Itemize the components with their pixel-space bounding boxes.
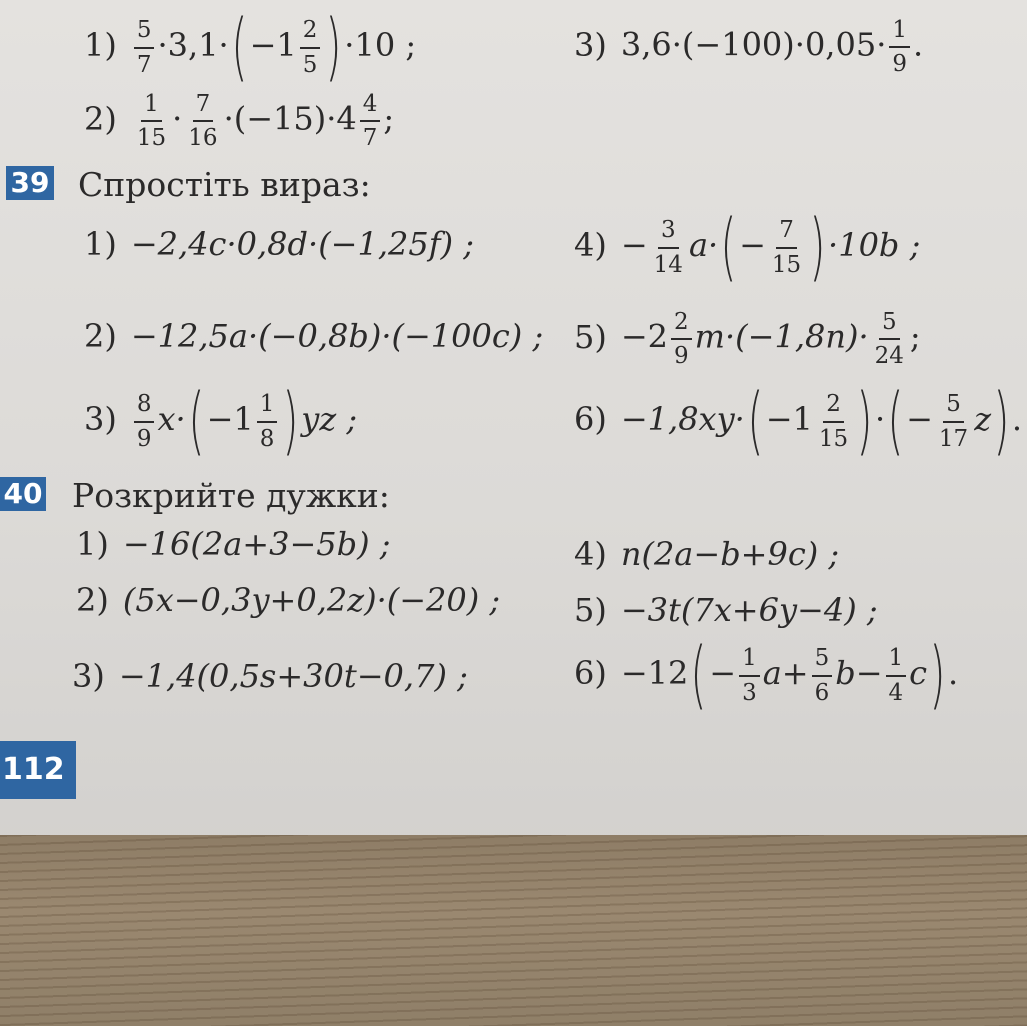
expr-text: −2 (620, 317, 669, 356)
denominator: 15 (771, 251, 802, 278)
expr-text: −1 (249, 26, 297, 65)
fraction (816, 392, 851, 450)
ex39-item-3 (84, 378, 358, 464)
denominator: 8 (259, 425, 275, 452)
page-number: 112 (0, 741, 76, 799)
expr-text: −1,4(0,5s+30t−0,7) ; (118, 657, 468, 695)
ex39-item-6 (574, 378, 1023, 464)
denominator: 4 (888, 679, 904, 706)
item-number: 3) (72, 657, 105, 695)
ex39-item-4 (574, 204, 921, 290)
ex39-item-2 (84, 317, 544, 355)
expr-text: b− (835, 654, 883, 693)
expr-text: ; (383, 99, 395, 138)
numerator: 2 (671, 310, 692, 340)
expr-text: 3,6·(−100)·0,05· (620, 25, 887, 64)
numerator: 2 (823, 392, 844, 422)
denominator: 9 (892, 51, 907, 78)
numerator: 4 (360, 92, 381, 122)
item-number: 1) (76, 525, 109, 563)
expr-text: ·3,1· (157, 26, 229, 65)
numerator: 3 (658, 218, 679, 248)
numerator: 1 (257, 392, 278, 422)
prev-item-3 (574, 18, 923, 76)
expr-text: n(2a−b+9c) ; (620, 535, 840, 573)
ex40-item-1 (76, 525, 391, 563)
right-paren: ) (325, 4, 342, 90)
ex40-item-3 (72, 657, 468, 695)
fraction (360, 92, 381, 150)
fraction (769, 218, 804, 276)
fraction (257, 392, 278, 450)
right-paren: ) (993, 378, 1010, 464)
left-paren: ( (690, 632, 707, 718)
expr-text: −3t(7x+6y−4) ; (620, 591, 878, 629)
fraction (185, 92, 220, 150)
expr-text: . (913, 25, 924, 64)
item-number: 1) (84, 225, 117, 263)
denominator: 7 (136, 51, 152, 78)
expr-text: z (974, 400, 992, 439)
denominator: 9 (674, 343, 689, 370)
denominator: 3 (742, 679, 757, 706)
numerator: 5 (134, 18, 155, 48)
numerator: 5 (812, 646, 833, 676)
item-number: 6) (574, 400, 607, 439)
expr-text: a· (688, 226, 719, 265)
item-number: 2) (76, 581, 109, 619)
fraction (886, 646, 907, 704)
prev-item-1 (84, 4, 417, 90)
expr-text: −1,8xy· (620, 400, 745, 439)
denominator: 15 (818, 425, 849, 452)
expr-text: −12 (620, 654, 689, 693)
expr-text: c (909, 654, 928, 693)
denominator: 14 (653, 251, 683, 278)
right-paren: ) (809, 204, 826, 290)
expr-text: − (739, 226, 766, 265)
numerator: 2 (300, 18, 321, 48)
numerator: 5 (943, 392, 964, 422)
fraction (134, 392, 155, 450)
ex39-item-1 (84, 225, 475, 263)
item-number: 1) (84, 26, 117, 65)
exercise-number-badge: 39 (6, 166, 54, 200)
item-number: 2) (84, 317, 117, 355)
ex40-item-2 (76, 581, 501, 619)
expr-text: −1 (765, 400, 813, 439)
item-number: 4) (574, 535, 607, 573)
expr-text: a+ (762, 654, 809, 693)
item-number: 5) (574, 317, 607, 356)
right-paren: ) (929, 632, 946, 718)
denominator: 6 (814, 679, 830, 706)
fraction (936, 392, 971, 450)
left-paren: ( (720, 204, 737, 290)
numerator: 8 (134, 392, 155, 422)
expr-text: (5x−0,3y+0,2z)·(−20) ; (122, 581, 501, 619)
numerator: 1 (889, 18, 910, 48)
ex39-item-5 (574, 310, 921, 368)
numerator: 7 (193, 92, 214, 122)
expr-text: ·(−15)·4 (223, 99, 357, 138)
denominator: 9 (136, 425, 152, 452)
prev-item-2 (84, 92, 394, 150)
item-number: 6) (574, 654, 607, 693)
left-paren: ( (887, 378, 904, 464)
fraction (889, 18, 910, 76)
denominator: 7 (362, 125, 378, 152)
item-number: 2) (84, 99, 117, 138)
expr-text: · (172, 99, 183, 138)
left-paren: ( (188, 378, 205, 464)
fraction (671, 310, 692, 368)
expr-text: −16(2a+3−5b) ; (122, 525, 391, 563)
left-paren: ( (231, 4, 248, 90)
expr-text: yz ; (301, 400, 358, 439)
expr-text: − (709, 654, 737, 693)
expr-text: −1 (206, 400, 254, 439)
ex40-item-4 (574, 535, 840, 573)
exercise-number-badge: 40 (0, 477, 46, 511)
denominator: 24 (874, 343, 904, 370)
left-paren: ( (747, 378, 764, 464)
item-number: 3) (84, 400, 117, 439)
numerator: 1 (141, 92, 162, 122)
fraction (651, 218, 686, 276)
expr-text: ; (909, 317, 921, 356)
denominator: 17 (938, 425, 969, 452)
expr-text: x· (157, 400, 186, 439)
right-paren: ) (282, 378, 299, 464)
denominator: 16 (188, 125, 218, 152)
numerator: 7 (776, 218, 797, 248)
expr-text: m·(−1,8n)· (694, 317, 869, 356)
denominator: 5 (302, 51, 318, 78)
fraction (812, 646, 833, 704)
fraction (300, 18, 321, 76)
wooden-table-background (0, 835, 1027, 1026)
expr-text: ·10b ; (828, 226, 921, 265)
item-number: 3) (574, 25, 607, 64)
numerator: 1 (739, 646, 760, 676)
numerator: 1 (886, 646, 907, 676)
item-number: 5) (574, 591, 607, 629)
numerator: 5 (879, 310, 900, 340)
ex40-item-6 (574, 632, 959, 718)
fraction (134, 92, 169, 150)
expr-text: − (620, 226, 648, 265)
ex40-item-5 (574, 591, 878, 629)
expr-text: . (1011, 400, 1023, 439)
fraction (134, 18, 155, 76)
expr-text: − (906, 400, 933, 439)
item-number: 4) (574, 226, 607, 265)
exercise-title: Спростіть вираз: (78, 165, 371, 204)
expr-text: −12,5a·(−0,8b)·(−100c) ; (130, 317, 544, 355)
expr-text: · (875, 400, 886, 439)
denominator: 15 (136, 125, 167, 152)
fraction (872, 310, 907, 368)
expr-text: ·10 ; (344, 26, 417, 65)
expr-text: . (947, 654, 959, 693)
fraction (739, 646, 760, 704)
right-paren: ) (856, 378, 873, 464)
expr-text: −2,4c·0,8d·(−1,25f) ; (130, 225, 475, 263)
exercise-title: Розкрийте дужки: (72, 476, 390, 515)
